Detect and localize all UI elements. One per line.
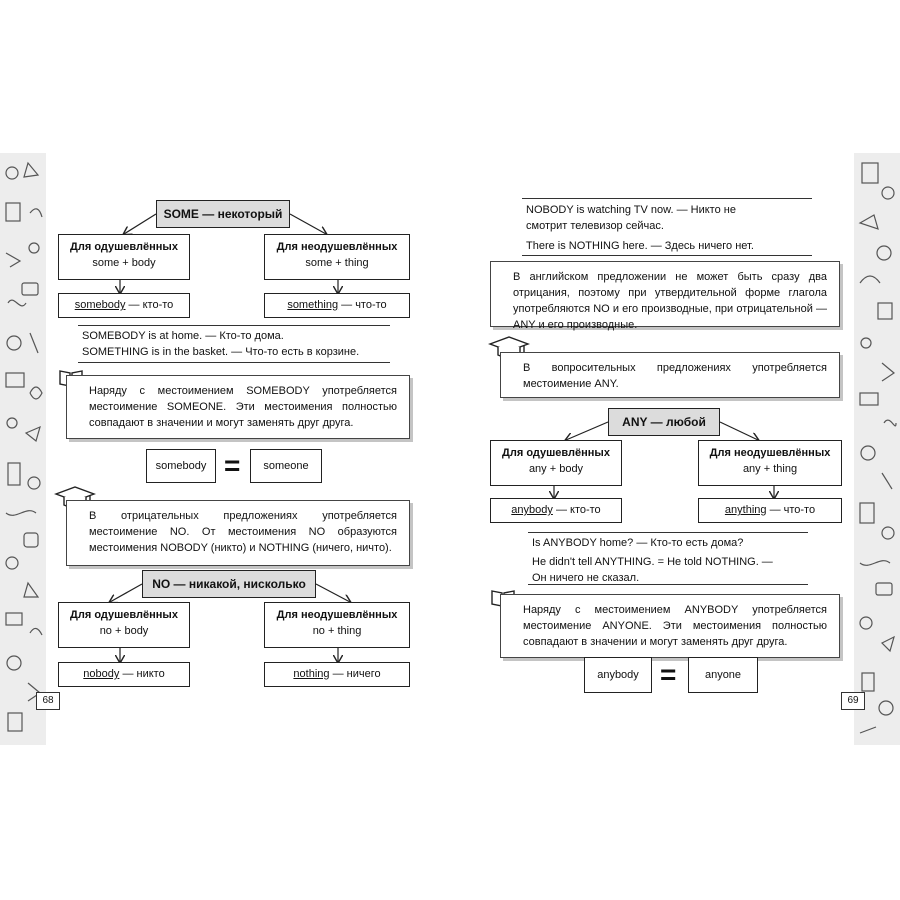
example-line: Is ANYBODY home? — Кто-то есть дома? (532, 537, 744, 549)
example-line: Он ничего не сказал. (532, 572, 640, 584)
any-title-box: ANY — любой (608, 408, 720, 436)
category-formula: no + body (99, 625, 149, 637)
category-title: Для неодушевлённых (709, 447, 831, 459)
result-word: anything (724, 504, 767, 516)
result-word: something (287, 299, 339, 311)
equal-right-box: someone (250, 449, 322, 483)
example-line: NOBODY is watching TV now. — Никто не (526, 204, 736, 216)
no-title-translation: никакой, нисколько (188, 577, 306, 591)
example-line: SOMETHING is in the basket. — Что-то есть в корзине. (82, 346, 360, 358)
rule-line (78, 325, 390, 326)
note-anyone: Наряду с местоимением ANYBODY употребляется местоимение ANYONE. Эти местоимения полностью совпадают в значении и могут заменять друг друга. (500, 594, 840, 658)
result-translation: кто-то (142, 299, 174, 311)
note-someone: Наряду с местоимением SOMEBODY употребляется местоимение SOMEONE. Эти местоимения полностью совпадают в значении и могут заменять друг друга. (66, 375, 410, 439)
result-word: nothing (293, 668, 330, 680)
anything-result: anything — что-то (698, 498, 842, 523)
result-word: somebody (74, 299, 126, 311)
result-word: nobody (83, 668, 120, 680)
example-line: SOMEBODY is at home. — Кто-то дома. (82, 330, 284, 342)
note-double-negative: В английском предложении не может быть сразу два отрицания, поэтому при утвердительной форме глагола употребляются NO и его производные, при отрицательной — ANY и его производные. (490, 261, 840, 327)
something-result: something — что-то (264, 293, 410, 318)
somebody-result: somebody — кто-то (58, 293, 190, 318)
anybody-result: anybody — кто-то (490, 498, 622, 523)
examples-some (82, 328, 394, 360)
no-animate-box (58, 602, 190, 648)
some-title-word: SOME (163, 207, 199, 221)
note-negative-no: В отрицательных предложениях употребляется местоимение NO. От местоимения NO образуются местоимения NOBODY (никто) и NOTHING (ничего, ничто). (66, 500, 410, 566)
equal-right-box: anyone (688, 657, 758, 693)
equal-left-box: somebody (146, 449, 216, 483)
page-number-left: 68 (36, 692, 60, 710)
some-animate-box (58, 234, 190, 280)
doodle-border-left (0, 153, 46, 745)
rule-line (528, 532, 808, 533)
nothing-result: nothing — ничего (264, 662, 410, 687)
some-title-box (156, 200, 290, 228)
some-inanimate-box (264, 234, 410, 280)
result-translation: ничего (346, 668, 381, 680)
example-line: There is NOTHING here. — Здесь ничего нет. (526, 240, 754, 252)
category-formula: some + thing (305, 257, 369, 269)
example-line: смотрит телевизор сейчас. (526, 220, 664, 232)
category-formula: no + thing (312, 625, 362, 637)
equals-sign: = (224, 450, 241, 481)
examples-any (532, 535, 812, 586)
rule-line (78, 362, 390, 363)
note-questions-any: В вопросительных предложениях употребляется местоимение ANY. (500, 352, 840, 398)
any-title-word: ANY (622, 415, 648, 429)
category-formula: any + thing (742, 463, 798, 475)
no-title-box: NO — никакой, нисколько (142, 570, 316, 598)
category-formula: any + body (528, 463, 584, 475)
some-title-translation: некоторый (217, 207, 283, 221)
no-title-word: NO (152, 577, 171, 591)
any-inanimate-box (698, 440, 842, 486)
no-inanimate-box (264, 602, 410, 648)
category-formula: some + body (92, 257, 156, 269)
result-word: anybody (511, 504, 553, 516)
category-title: Для одушевлённых (70, 609, 178, 621)
examples-no (526, 202, 816, 254)
any-animate-box (490, 440, 622, 486)
doodle-border-right (854, 153, 900, 745)
any-title-translation: любой (665, 415, 706, 429)
nobody-result: nobody — никто (58, 662, 190, 687)
category-title: Для одушевлённых (70, 241, 178, 253)
rule-line (528, 584, 808, 585)
example-line: He didn't tell ANYTHING. = He told NOTHING. — (532, 556, 773, 568)
page-number-right: 69 (841, 692, 865, 710)
dash: — (202, 207, 215, 221)
result-translation: что-то (783, 504, 816, 516)
result-translation: никто (136, 668, 165, 680)
result-translation: кто-то (570, 504, 601, 516)
category-title: Для одушевлённых (502, 447, 610, 459)
rule-line (522, 198, 812, 199)
equal-left-box: anybody (584, 657, 652, 693)
category-title: Для неодушевлённых (276, 241, 398, 253)
rule-line (522, 255, 812, 256)
equals-sign: = (660, 659, 677, 690)
result-translation: что-то (355, 299, 387, 311)
category-title: Для неодушевлённых (276, 609, 398, 621)
